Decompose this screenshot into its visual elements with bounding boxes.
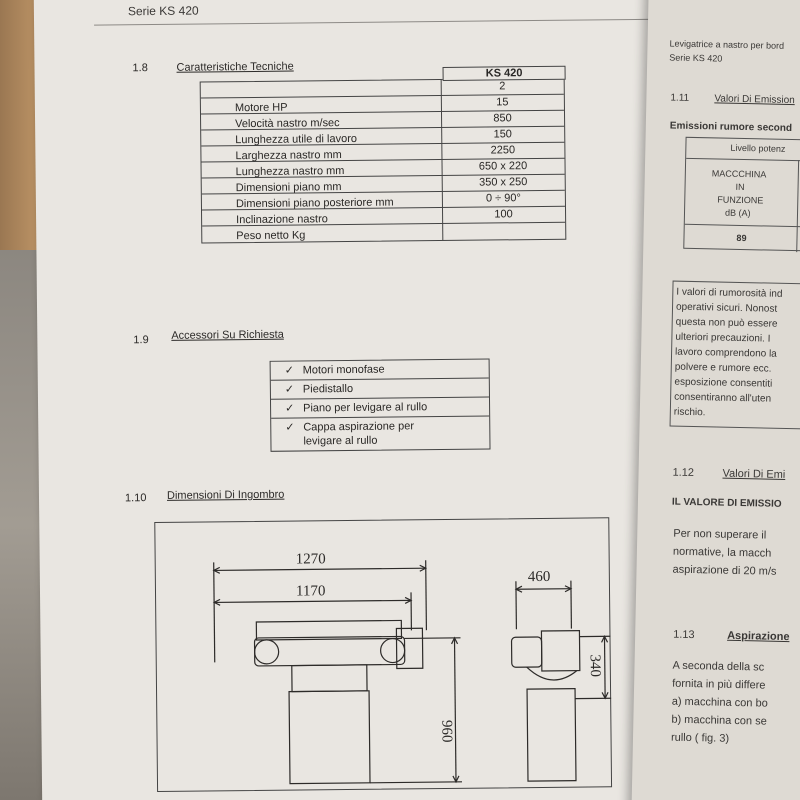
spec-table [200,67,567,244]
accessory-label: Piedistallo [302,382,354,396]
list-item [271,417,451,451]
side-housing [541,631,579,671]
page-header-series: Serie KS 420 [127,3,199,19]
dim-extension [214,562,215,662]
paragraph-line: polvere e rumore ecc. [674,361,772,375]
dim-label-table: 1170 [295,583,326,600]
accessory-label: Cappa aspirazione per levigare al rullo [303,420,415,448]
emissions-table-head: Livello potenz [730,142,786,154]
right-header-line1: Levigatrice a nastro per bord [669,38,785,51]
spec-label: Lunghezza nastro mm [235,165,345,179]
machine-drawing [155,518,613,793]
side-hood [527,667,577,681]
dim-label-overall: 1270 [295,551,326,568]
pulley-left [255,640,279,664]
list-item [271,379,489,400]
check-icon: ✓ [284,383,295,396]
check-icon: ✓ [285,402,295,415]
dim-label-depth: 460 [527,568,551,586]
side-stand [527,689,576,781]
paragraph-line: lavoro comprendono la [674,346,777,360]
spec-value: 150 [493,128,512,141]
dim-line-depth [516,589,571,590]
dim-line-table [214,600,411,602]
spec-value: 100 [494,208,513,221]
section-title-1-8: Caratteristiche Tecniche [176,60,294,74]
header-divider [94,19,654,26]
paragraph-line: normative, la macch [672,545,772,560]
emissions-heading: Emissioni rumore second [669,120,793,135]
table-row [202,223,565,243]
section-number-1-13: 1.13 [673,628,695,642]
spec-value: 0 ÷ 90° [485,192,521,205]
dim-line-overall [214,568,426,570]
paragraph-line: ulteriori precauzioni. I [675,331,771,345]
motor-block [292,665,367,692]
section-title-1-11: Valori Di Emission [714,93,795,107]
accessory-label: Piano per levigare al rullo [303,401,428,415]
spec-value: 15 [496,96,509,109]
dim-extension [571,581,572,629]
spec-value: 650 x 220 [478,160,528,173]
spec-label: Inclinazione nastro [236,213,328,227]
spec-value [442,223,565,224]
dim-extension [370,782,462,783]
section-number-1-8: 1.8 [132,62,148,75]
paragraph-line: b) macchina con se [671,713,767,728]
paragraph-block [672,525,777,581]
section-number-1-9: 1.9 [133,334,149,347]
section-number-1-11: 1.11 [670,92,690,104]
section-title-1-13: Aspirazione [727,629,790,644]
document-page-main [34,0,663,800]
pulley-right [381,638,405,662]
dim-line-side-height [604,636,605,698]
paragraph-line: A seconda della sc [672,659,765,674]
section-number-1-12: 1.12 [672,466,695,480]
spec-label: Lunghezza utile di lavoro [235,132,358,147]
side-motor [511,637,541,667]
check-icon: ✓ [284,364,294,377]
section-title-1-12: Valori Di Emi [722,467,786,481]
dim-label-height: 960 [438,719,455,743]
paragraph-line: rullo ( fig. 3) [670,731,730,745]
section-title-1-9: Accessori Su Richiesta [171,328,284,342]
machine-belt-housing [254,636,404,666]
paragraph-line: consentiranno all'uten [674,391,772,405]
paragraph-line: fornita in più differe [672,677,766,692]
spec-label: Velocità nastro m/sec [235,117,340,131]
emissions-table [683,137,800,253]
spec-value: 2250 [490,144,516,157]
spec-value: 850 [493,112,512,125]
paragraph-line: esposizione consentiti [674,376,773,390]
spec-label: Motore HP [234,101,288,115]
list-item [271,360,489,381]
list-item [271,398,489,419]
cell-text: MACCCHINA [711,168,767,180]
dim-extension [426,560,427,630]
paragraph-line: rischio. [673,406,706,419]
paragraph-line: a) macchina con bo [671,695,768,710]
paragraph-line: questa non può essere [675,316,778,330]
paragraph-line: I valori di rumorosità ind [676,286,783,300]
section-title-1-10: Dimensioni Di Ingombro [166,488,285,502]
dim-extension [404,638,460,639]
check-icon: ✓ [285,421,295,434]
spec-label: Larghezza nastro mm [235,149,342,163]
paragraph-line: aspirazione di 20 m/s [672,563,777,578]
cell-text: dB (A) [724,207,751,219]
dim-label-side-height: 340 [586,654,603,678]
section-number-1-10: 1.10 [124,492,147,505]
document-page-right [631,0,800,800]
emissions-value: 89 [736,232,747,244]
spec-label: Dimensioni piano posteriore mm [235,196,394,211]
emission-value-heading: IL VALORE DI EMISSIO [671,496,782,510]
noise-info-box [670,281,800,431]
cell-text: FUNZIONE [717,194,764,206]
accessory-label: Motori monofase [302,363,385,377]
spec-label: Dimensioni piano mm [235,181,342,195]
paragraph-line: operativi sicuri. Nonost [675,301,778,315]
right-header-line2: Serie KS 420 [669,52,723,64]
spec-value: 2 [499,80,506,93]
dimension-drawing [154,517,612,792]
cell-text: IN [735,181,745,193]
paragraph-line: Per non superare il [673,527,767,542]
motor-guard [396,628,422,668]
machine-stand [289,691,370,784]
paragraph-block [671,657,769,749]
accessories-list [270,359,491,452]
spec-label: Peso netto Kg [236,229,306,243]
spec-value: 350 x 250 [478,176,528,189]
spec-table-model-header: KS 420 [443,66,566,81]
dim-line-height [454,638,456,782]
